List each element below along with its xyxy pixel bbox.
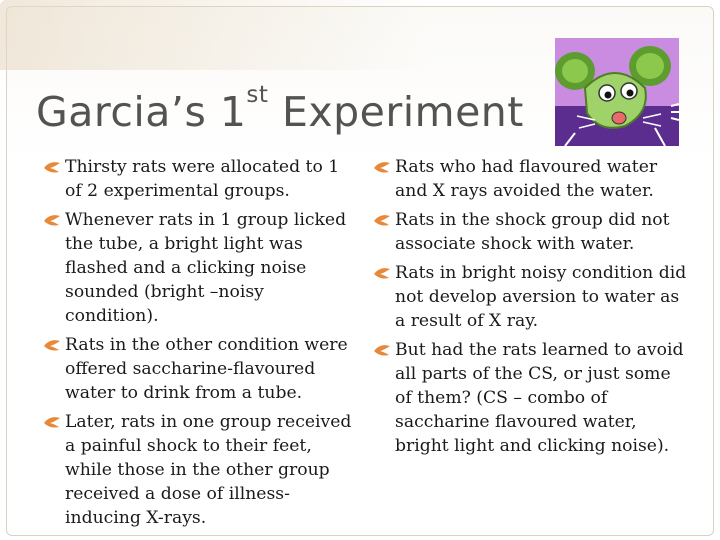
right-bullet-1: Rats who had flavoured water and X rays avoided the water. [376,155,688,203]
leaf-bullet-icon [372,342,392,358]
left-bullet-1: Thirsty rats were allocated to 1 of 2 experimental groups. [46,155,354,203]
left-bullet-column [46,155,354,535]
leaf-bullet-icon [42,337,62,353]
right-bullet-4: But had the rats learned to avoid all parts of the CS, or just some of them? (CS – combo of saccharine flavoured water, bright light and clicking noise). [376,338,688,458]
left-bullet-4: Later, rats in one group received a painful shock to their feet, while those in the other group received a dose of illness-inducing X-rays. [46,410,354,530]
leaf-bullet-icon [42,414,62,430]
leaf-bullet-icon [372,265,392,281]
right-bullet-2: Rats in the shock group did not associate shock with water. [376,208,688,256]
left-bullet-3: Rats in the other condition were offered saccharine-flavoured water to drink from a tube. [46,333,354,405]
leaf-bullet-icon [42,159,62,175]
leaf-bullet-icon [42,212,62,228]
leaf-bullet-icon [372,159,392,175]
mouse-clipart-icon [555,38,679,146]
right-bullet-3: Rats in bright noisy condition did not develop aversion to water as a result of X ray. [376,261,688,333]
slide-title: Garcia’s 1st Experiment [36,82,524,136]
right-bullet-column [376,155,688,463]
leaf-bullet-icon [372,212,392,228]
left-bullet-2: Whenever rats in 1 group licked the tube, a bright light was flashed and a clicking noise sounded (bright –noisy condition). [46,208,354,328]
